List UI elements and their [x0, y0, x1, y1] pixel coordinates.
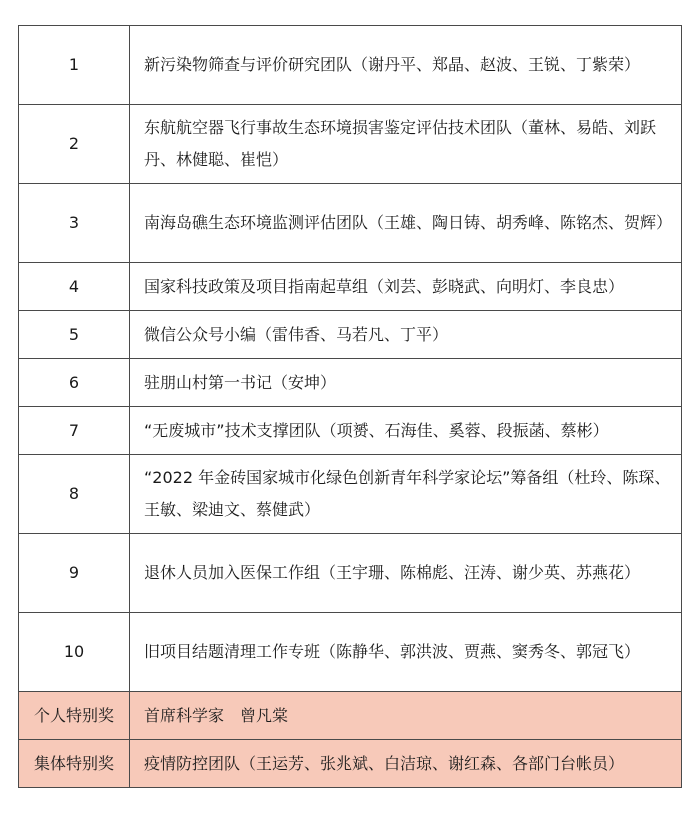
- special-award-row: [19, 692, 682, 740]
- row-description-cell: [130, 613, 682, 692]
- row-description: 微信公众号小编（雷伟香、马若凡、丁平）: [144, 324, 449, 344]
- row-description-cell: [130, 184, 682, 263]
- row-description: 南海岛礁生态环境监测评估团队（王雄、陶日铸、胡秀峰、陈铭杰、贺辉）: [144, 213, 673, 232]
- table-row: [19, 455, 682, 534]
- table-row: [19, 184, 682, 263]
- row-number: 4: [19, 263, 130, 311]
- special-award-description: 首席科学家 曾凡棠: [144, 705, 289, 725]
- special-award-description: 疫情防控团队（王运芳、张兆斌、白洁琼、谢红森、各部门台帐员）: [144, 753, 625, 773]
- row-description-cell: [130, 311, 682, 359]
- special-award-label: 个人特别奖: [19, 692, 130, 740]
- row-description: 驻朋山村第一书记（安坤）: [144, 372, 337, 392]
- row-description: 退休人员加入医保工作组（王宇珊、陈棉彪、汪涛、谢少英、苏燕花）: [144, 563, 641, 582]
- table-row: [19, 407, 682, 455]
- row-description-cell: [130, 359, 682, 407]
- table-row: [19, 613, 682, 692]
- table-row: [19, 26, 682, 105]
- row-description-cell: [130, 26, 682, 105]
- row-number: 9: [19, 534, 130, 613]
- row-description: “2022 年金砖国家城市化绿色创新青年科学家论坛”筹备组（杜玲、陈琛、王敏、梁迪文、蔡健武）: [144, 468, 671, 519]
- row-description-cell: [130, 534, 682, 613]
- row-number: 3: [19, 184, 130, 263]
- table-row: [19, 105, 682, 184]
- special-award-description-cell: [130, 692, 682, 740]
- awards-table-body: [19, 26, 682, 788]
- row-number: 8: [19, 455, 130, 534]
- row-description-cell: [130, 455, 682, 534]
- row-number: 6: [19, 359, 130, 407]
- row-description: “无废城市”技术支撑团队（项赟、石海佳、奚蓉、段振菡、蔡彬）: [144, 420, 609, 440]
- table-row: [19, 311, 682, 359]
- table-row: [19, 534, 682, 613]
- row-description: 东航航空器飞行事故生态环境损害鉴定评估技术团队（董林、易皓、刘跃丹、林健聪、崔恺）: [144, 118, 657, 169]
- row-description: 旧项目结题清理工作专班（陈静华、郭洪波、贾燕、窦秀冬、郭冠飞）: [144, 642, 641, 661]
- table-row: [19, 359, 682, 407]
- row-description-cell: [130, 263, 682, 311]
- row-number: 1: [19, 26, 130, 105]
- table-row: [19, 263, 682, 311]
- row-description: 新污染物筛查与评价研究团队（谢丹平、郑晶、赵波、王锐、丁紫荣）: [144, 55, 641, 74]
- row-number: 10: [19, 613, 130, 692]
- row-description-cell: [130, 407, 682, 455]
- special-award-description-cell: [130, 740, 682, 788]
- row-number: 5: [19, 311, 130, 359]
- special-award-row: [19, 740, 682, 788]
- row-number: 2: [19, 105, 130, 184]
- row-number: 7: [19, 407, 130, 455]
- row-description: 国家科技政策及项目指南起草组（刘芸、彭晓武、向明灯、李良忠）: [144, 276, 625, 296]
- awards-table: [18, 25, 682, 788]
- row-description-cell: [130, 105, 682, 184]
- special-award-label: 集体特别奖: [19, 740, 130, 788]
